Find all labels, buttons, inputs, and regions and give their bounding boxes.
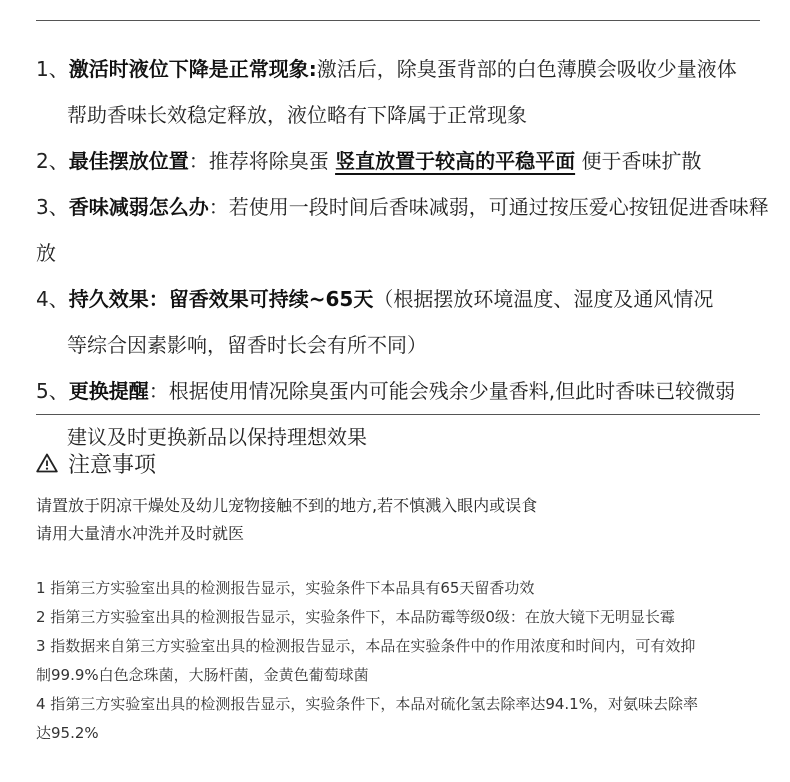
item-title: 最佳摆放位置 (68, 149, 189, 173)
item-title: 激活时液位下降是正常现象: (68, 57, 317, 81)
item-underlined-phrase: 竖直放置于较高的平稳平面 (335, 149, 576, 173)
instruction-list (36, 46, 776, 460)
warning-triangle-icon (36, 453, 58, 473)
notice-body (36, 492, 537, 548)
item-number: 1、 (36, 57, 69, 81)
notice-line: 请用大量清水冲洗并及时就医 (36, 524, 245, 543)
item-title: 更换提醒 (68, 379, 149, 403)
notice-title: 注意事项 (68, 452, 157, 478)
item-continuation: 建议及时更换新品以保持理想效果 (67, 425, 367, 449)
top-divider (36, 20, 760, 21)
item-number: 3、 (36, 195, 69, 219)
notice-heading (36, 447, 156, 479)
notice-line: 请置放于阴凉干燥处及幼儿宠物接触不到的地方,若不慎溅入眼内或误食 (36, 496, 538, 515)
list-item (36, 184, 776, 276)
item-text: 激活后，除臭蛋背部的白色薄膜会吸收少量液体 (316, 57, 737, 81)
list-item (36, 276, 776, 368)
footnote-line: 4 指第三方实验室出具的检测报告显示，实验条件下，本品对硫化氢去除率达94.1%，对氨味去除率 (36, 695, 698, 713)
item-number: 5、 (36, 379, 69, 403)
footnote-line: 3 指数据来自第三方实验室出具的检测报告显示，本品在实验条件中的作用浓度和时间内，可有效抑 (36, 637, 696, 655)
item-text: ：若使用一段时间后香味减弱，可通过按压爱心按钮促进香味释放 (36, 195, 769, 265)
item-text: ：根据使用情况除臭蛋内可能会残余少量香料,但此时香味已较微弱 (148, 379, 736, 403)
item-number: 2、 (36, 149, 69, 173)
footnote-line: 制99.9%白色念珠菌，大肠杆菌，金黄色葡萄球菌 (36, 666, 369, 684)
item-title: 持久效果：留香效果可持续~65天 (68, 287, 374, 311)
item-continuation: 帮助香味长效稳定释放，液位略有下降属于正常现象 (67, 103, 527, 127)
item-continuation: 等综合因素影响，留香时长会有所不同） (67, 333, 427, 357)
section-divider (36, 414, 760, 415)
item-separator: ：推荐将除臭蛋 (188, 149, 336, 173)
footnote-line: 1 指第三方实验室出具的检测报告显示，实验条件下本品具有65天留香功效 (36, 579, 535, 597)
footnote-line: 达95.2% (36, 724, 99, 742)
item-title: 香味减弱怎么办 (68, 195, 209, 219)
item-number: 4、 (36, 287, 69, 311)
list-item (36, 138, 776, 184)
item-text: （根据摆放环境温度、湿度及通风情况 (373, 287, 714, 311)
footnotes (36, 574, 756, 748)
list-item (36, 46, 776, 138)
item-text: 便于香味扩散 (575, 149, 702, 173)
footnote-line: 2 指第三方实验室出具的检测报告显示，实验条件下，本品防霉等级0级：在放大镜下无明显长霉 (36, 608, 675, 626)
